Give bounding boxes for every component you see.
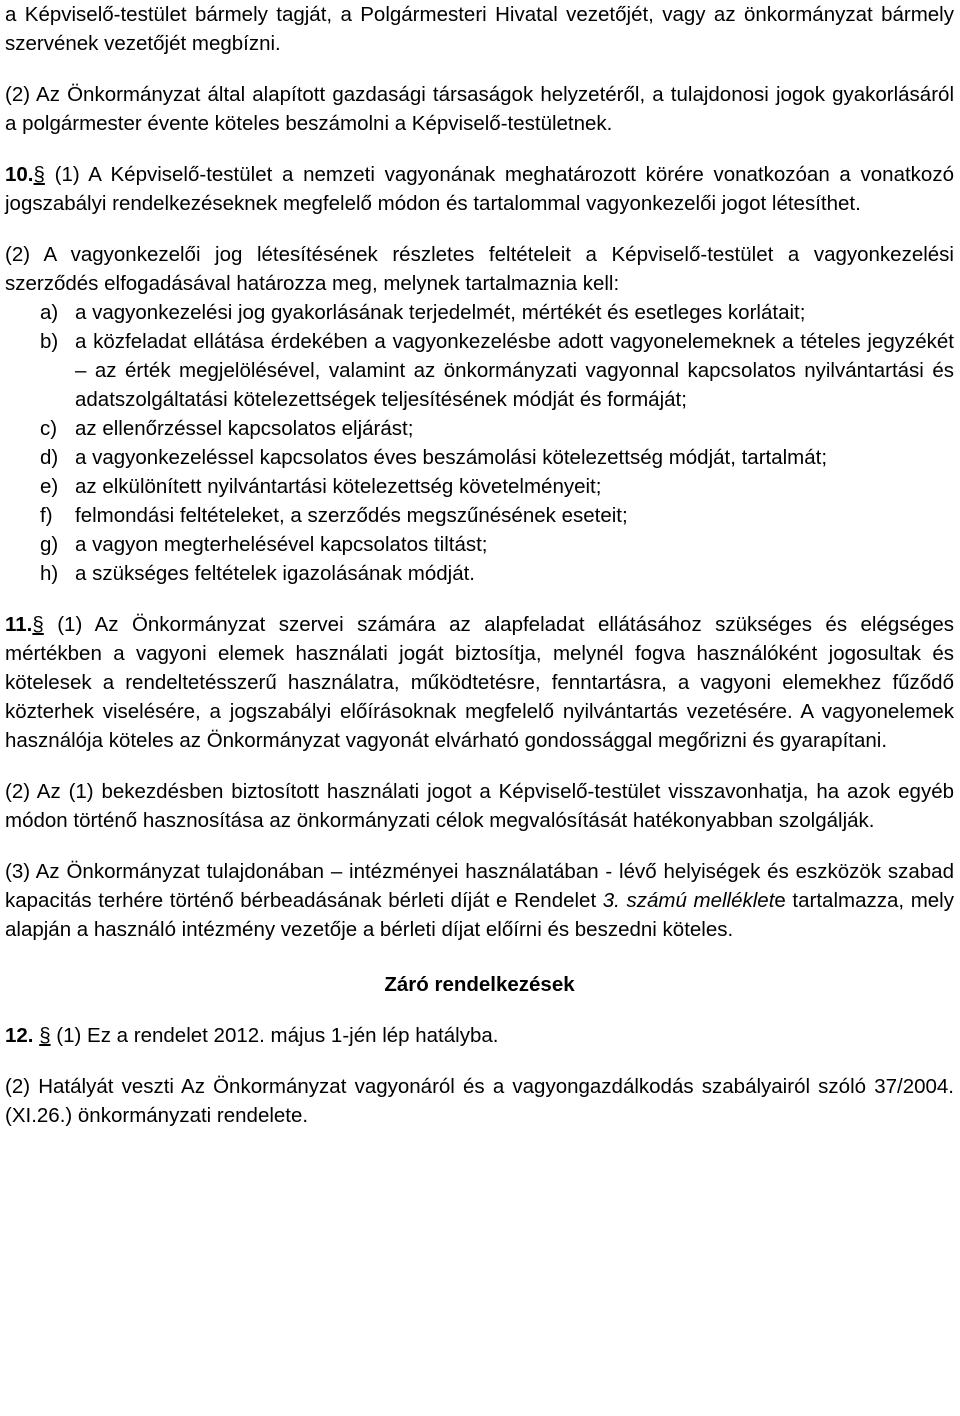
section-10-list (5, 298, 954, 588)
list-item (5, 472, 954, 501)
list-item (5, 559, 954, 588)
list-item-text: a közfeladat ellátása érdekében a vagyonkezelésbe adott vagyonelemeknek a tételes jegyzékét – az érték megjelölésével, valamint az önkormányzati vagyonnal kapcsolatos nyilvántartási és adatszolgáltatási kötelezettségek teljesítésének módját és formáját; (75, 330, 954, 411)
section-sign: § (33, 163, 45, 186)
list-item-letter: b) (40, 330, 59, 353)
list-item-text: az ellenőrzéssel kapcsolatos eljárást; (75, 417, 414, 440)
paragraph-fragment: a Képviselő-testület bármely tagját, a Polgármesteri Hivatal vezetőjét, vagy az önkormányzat bármely szervének vezetőjét megbízni. (5, 3, 954, 55)
list-item-letter: h) (40, 562, 59, 585)
section-10-paragraph-1 (5, 160, 954, 218)
list-item (5, 443, 954, 472)
list-item-letter: c) (40, 417, 58, 440)
section-11-paragraph-3 (5, 857, 954, 944)
section-12-paragraph-1 (5, 1021, 954, 1050)
section-11-text: (1) Az Önkormányzat szervei számára az alapfeladat ellátásához szükséges és elégséges mértékben a vagyoni elemek használati jogát biztosítja, melynél fogva használóként jogosultak és kötelesek a rendeltetésszerű használatra, működtetésre, fenntartásra, a vagyoni elemekhez fűződő közterhek viselésére, a jogszabályi előírásoknak megfelelő nyilvántartás vezetésére. A vagyonelemek használója köteles az Önkormányzat vagyonát elvárható gondossággal megőrizni és gyarapítani. (5, 613, 954, 752)
section-11-paragraph-1 (5, 610, 954, 755)
section-11-number: 11. (5, 613, 33, 636)
annex-reference: 3. számú melléklet (602, 889, 775, 912)
section-10-number: 10. (5, 163, 34, 186)
list-item-letter: a) (40, 301, 59, 324)
list-item-text: az elkülönített nyilvántartási kötelezettség követelményeit; (75, 475, 602, 498)
list-item-letter: f) (40, 504, 53, 527)
section-sign: § (32, 613, 44, 636)
section-11-p3-start: (3) Az Önkormányzat tulajdonában – intézményei használatában - lévő helyiségek és eszközök szabad kapacitás terhére történő bérbeadásának bérleti díját e Rendelet (5, 860, 954, 912)
list-item (5, 501, 954, 530)
section-10-text: (1) A Képviselő-testület a nemzeti vagyonának meghatározott körére vonatkozóan a vonatkozó jogszabályi rendelkezéseknek megfelelő módon és tartalommal vagyonkezelői jogot létesíthet. (5, 163, 954, 215)
list-item-letter: e) (40, 475, 59, 498)
section-11-paragraph-2: (2) Az (1) bekezdésben biztosított használati jogot a Képviselő-testület visszavonhatja, ha azok egyéb módon történő hasznosítása az önkormányzati célok megvalósítását hatékonyabban szolgálják. (5, 780, 954, 832)
section-9-paragraph-2: (2) Az Önkormányzat által alapított gazdasági társaságok helyzetéről, a tulajdonosi jogok gyakorlásáról a polgármester évente köteles beszámolni a Képviselő-testületnek. (5, 83, 954, 135)
list-item-text: a vagyon megterhelésével kapcsolatos tiltást; (75, 533, 488, 556)
list-item-letter: g) (40, 533, 59, 556)
section-10-paragraph-2: (2) A vagyonkezelői jog létesítésének részletes feltételeit a Képviselő-testület a vagyonkezelési szerződés elfogadásával határozza meg, melynek tartalmaznia kell: (5, 243, 954, 295)
list-item-text: a szükséges feltételek igazolásának módját. (75, 562, 475, 585)
section-12-number: 12. (5, 1024, 34, 1047)
list-item (5, 327, 954, 414)
list-item (5, 530, 954, 559)
section-11-p3-end: e tartalmazza, mely alapján a használó intézmény vezetője a bérleti díjat előírni és beszedni köteles. (5, 889, 954, 941)
list-item (5, 414, 954, 443)
list-item-text: felmondási feltételeket, a szerződés megszűnésének eseteit; (75, 504, 628, 527)
closing-provisions-heading: Záró rendelkezések (384, 973, 575, 996)
list-item-text: a vagyonkezelési jog gyakorlásának terjedelmét, mértékét és esetleges korlátait; (75, 301, 806, 324)
section-sign: § (39, 1024, 51, 1047)
list-item (5, 298, 954, 327)
list-item-text: a vagyonkezeléssel kapcsolatos éves beszámolási kötelezettség módját, tartalmát; (75, 446, 828, 469)
section-12-paragraph-2: (2) Hatályát veszti Az Önkormányzat vagyonáról és a vagyongazdálkodás szabályairól szóló 37/2004. (XI.26.) önkormányzati rendelete. (5, 1075, 954, 1127)
list-item-letter: d) (40, 446, 59, 469)
section-12-text: (1) Ez a rendelet 2012. május 1-jén lép hatályba. (50, 1024, 499, 1047)
